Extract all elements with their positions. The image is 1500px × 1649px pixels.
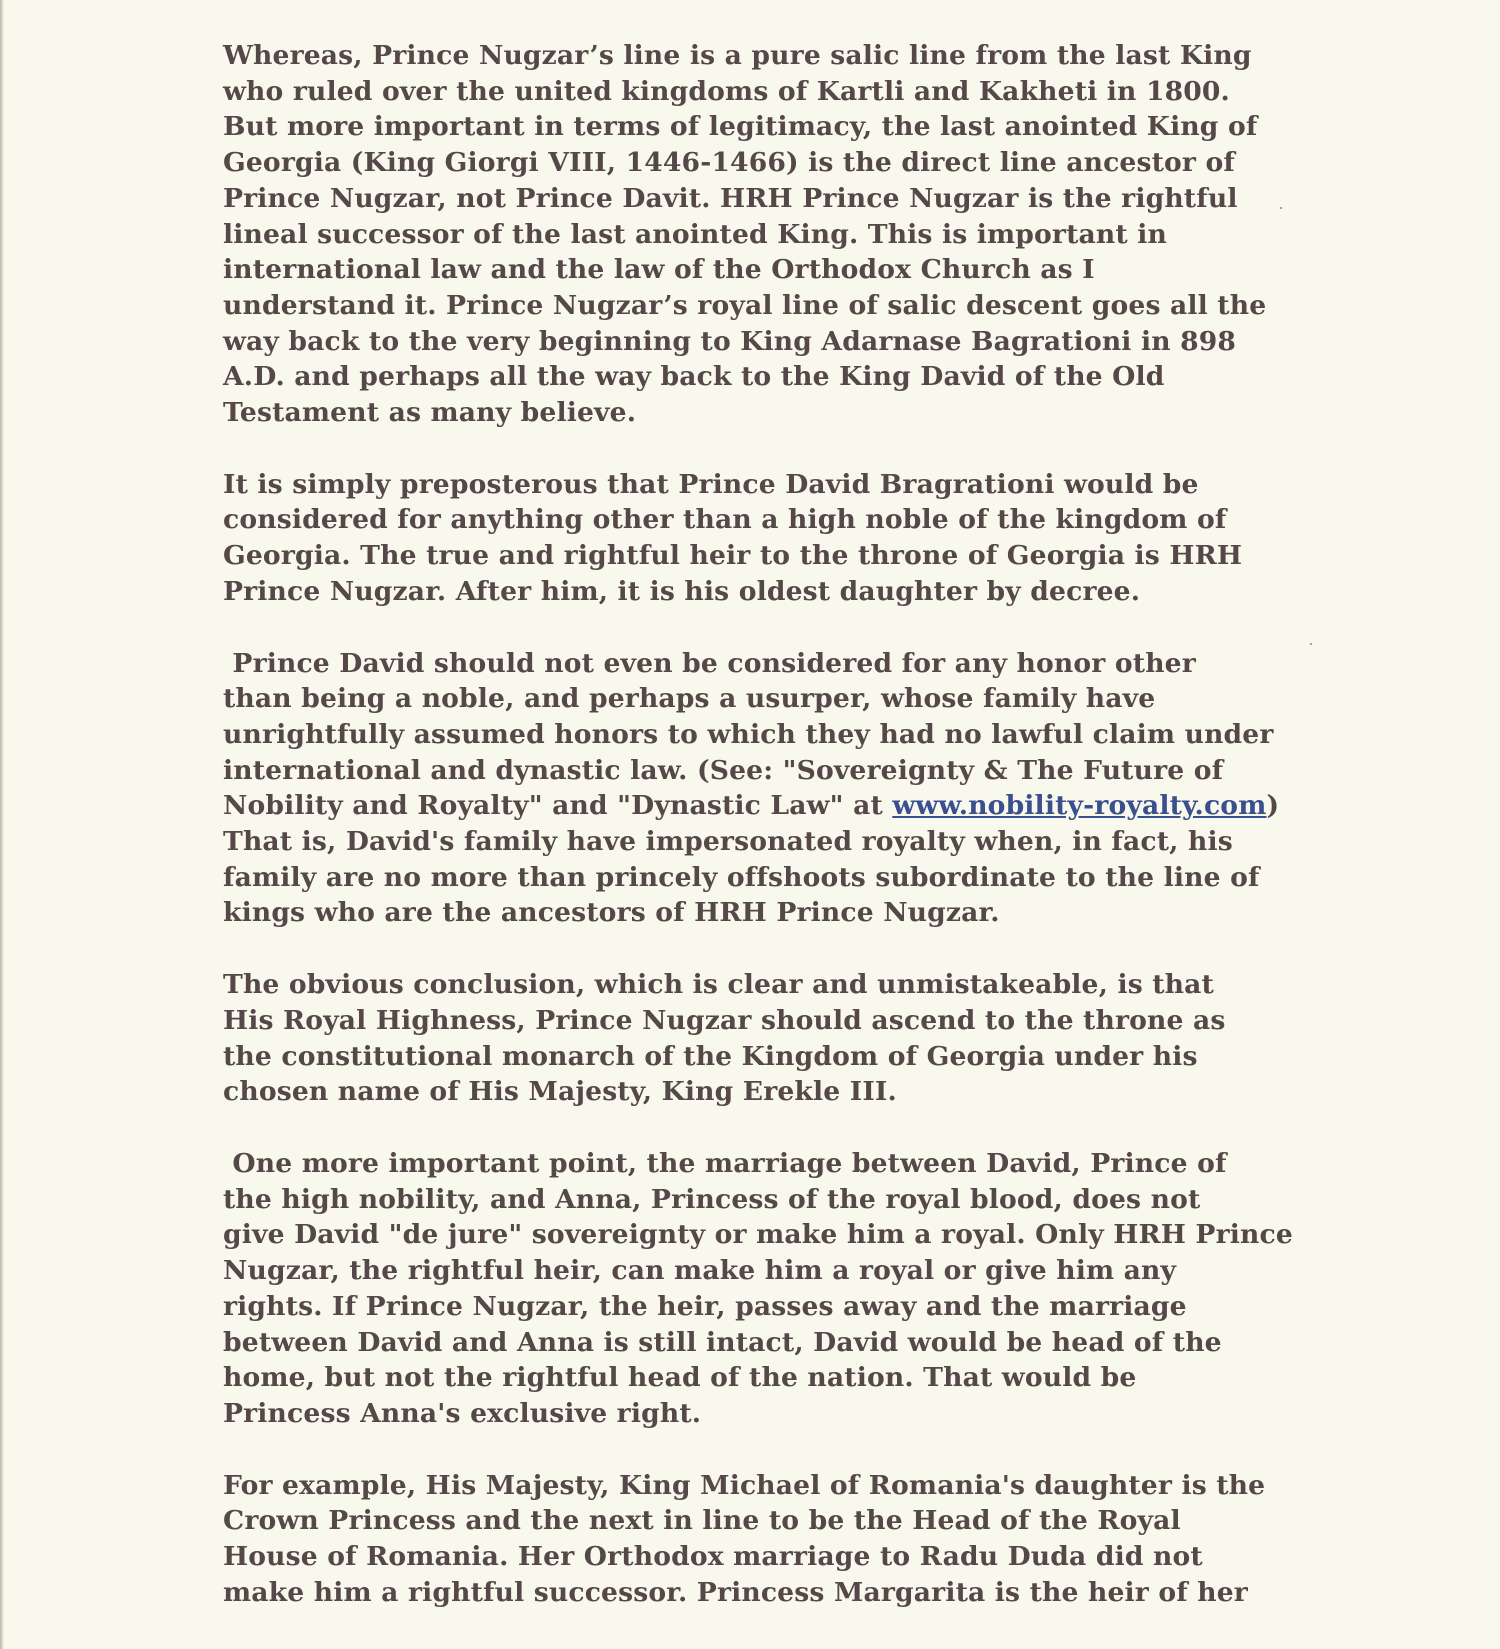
scan-edge-shadow <box>0 0 4 1649</box>
text-line: home, but not the rightful head of the nation. That would be <box>223 1362 1137 1394</box>
text-line: than being a noble, and perhaps a usurper, whose family have <box>223 683 1156 715</box>
text-line: A.D. and perhaps all the way back to the King David of the Old <box>223 361 1165 393</box>
text-line: But more important in terms of legitimacy, the last anointed King of <box>223 111 1258 143</box>
text-line: give David "de jure" sovereignty or make him a royal. Only HRH Prince <box>223 1219 1293 1251</box>
paragraph-usurper <box>223 646 1298 932</box>
paragraph-salic-line <box>223 38 1298 431</box>
text-line: House of Romania. Her Orthodox marriage to Radu Duda did not <box>223 1541 1203 1573</box>
text-line: considered for anything other than a high noble of the kingdom of <box>223 504 1227 536</box>
text-line: international and dynastic law. (See: "Sovereignty & The Future of <box>223 754 1224 786</box>
text-line: Princess Anna's exclusive right. <box>223 1397 702 1429</box>
text-line: ) <box>1266 790 1280 822</box>
text-line: kings who are the ancestors of HRH Prince Nugzar. <box>223 897 1000 929</box>
document-body <box>223 38 1298 1646</box>
text-line: make him a rightful successor. Princess Margarita is the heir of her <box>223 1576 1248 1608</box>
text-line: the constitutional monarch of the Kingdom of Georgia under his <box>223 1040 1198 1072</box>
text-line: Whereas, Prince Nugzar’s line is a pure salic line from the last King <box>223 40 1252 71</box>
paragraph-marriage <box>223 1146 1298 1432</box>
text-line: Prince Nugzar. After him, it is his oldest daughter by decree. <box>223 575 1141 607</box>
text-line: who ruled over the united kingdoms of Kartli and Kakheti in 1800. <box>223 75 1230 107</box>
text-line: Crown Princess and the next in line to be the Head of the Royal <box>223 1505 1181 1537</box>
text-line: unrightfully assumed honors to which they had no lawful claim under <box>223 718 1274 750</box>
text-line: One more important point, the marriage between David, Prince of <box>223 1147 1227 1179</box>
text-line: family are no more than princely offshoots subordinate to the line of <box>223 861 1260 893</box>
text-line: Georgia. The true and rightful heir to the throne of Georgia is HRH <box>223 540 1243 572</box>
text-line: Prince Nugzar, not Prince Davit. HRH Prince Nugzar is the rightful <box>223 182 1238 214</box>
text-line: between David and Anna is still intact, David would be head of the <box>223 1326 1222 1358</box>
text-line: Prince David should not even be considered for any honor other <box>223 647 1196 679</box>
text-line: Testament as many believe. <box>223 397 637 429</box>
text-line: understand it. Prince Nugzar’s royal line of salic descent goes all the <box>223 289 1267 321</box>
text-line: Nobility and Royalty" and "Dynastic Law" at <box>223 790 893 822</box>
text-line: the high nobility, and Anna, Princess of the royal blood, does not <box>223 1183 1201 1215</box>
nobility-royalty-link[interactable]: www.nobility-royalty.com <box>892 790 1267 822</box>
text-line: His Royal Highness, Prince Nugzar should ascend to the throne as <box>223 1004 1226 1036</box>
text-line: For example, His Majesty, King Michael of Romania's daughter is the <box>223 1469 1266 1501</box>
text-line: The obvious conclusion, which is clear and unmistakeable, is that <box>223 969 1214 1001</box>
text-line: Nugzar, the rightful heir, can make him a royal or give him any <box>223 1255 1177 1287</box>
text-line: chosen name of His Majesty, King Erekle III. <box>223 1076 897 1108</box>
text-line: That is, David's family have impersonated royalty when, in fact, his <box>223 826 1233 858</box>
paragraph-example-romania <box>223 1468 1298 1611</box>
text-line: way back to the very beginning to King Adarnase Bagrationi in 898 <box>223 325 1237 357</box>
paragraph-conclusion <box>223 967 1298 1110</box>
text-line: rights. If Prince Nugzar, the heir, passes away and the marriage <box>223 1290 1187 1322</box>
scan-speck <box>1310 643 1312 645</box>
paragraph-preposterous <box>223 467 1298 610</box>
text-line: lineal successor of the last anointed King. This is important in <box>223 218 1167 250</box>
text-line: It is simply preposterous that Prince David Bragrationi would be <box>223 468 1199 500</box>
text-line: international law and the law of the Orthodox Church as I <box>223 254 1095 286</box>
text-line: Georgia (King Giorgi VIII, 1446-1466) is the direct line ancestor of <box>223 147 1235 179</box>
